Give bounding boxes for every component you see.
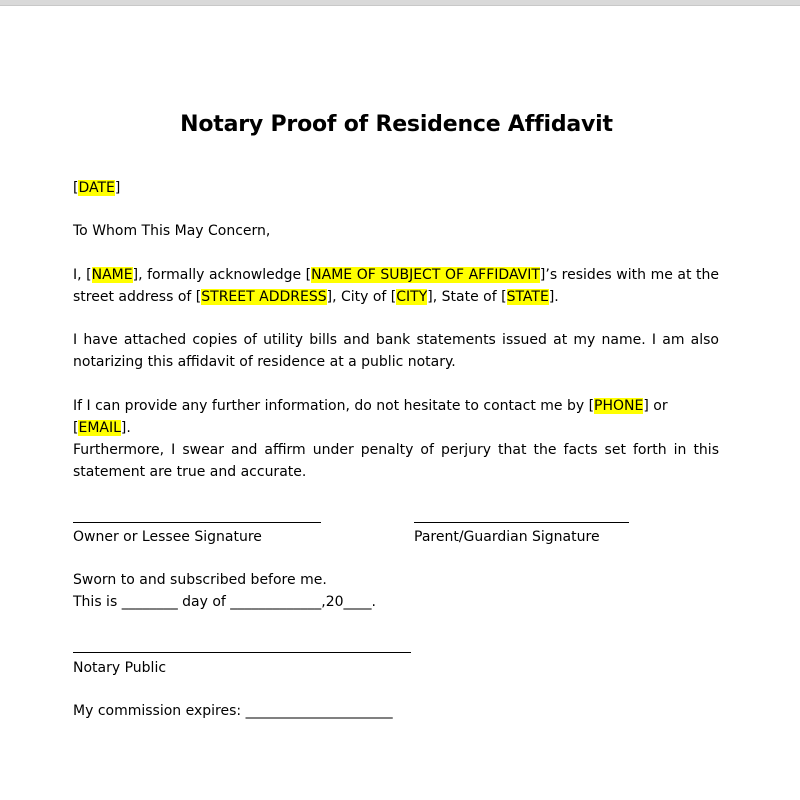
paragraph-acknowledgement: I, [NAME], formally acknowledge [NAME OF SUBJECT OF AFFIDAVIT]’s resides with me at the street address of [STREET ADDRESS], City of [CITY], State of [STATE]. (73, 267, 720, 305)
parent-signature-line[interactable] (414, 522, 629, 523)
paragraph-attachments: I have attached copies of utility bills and bank statements issued at my name. I am also notarizing this affidavit of residence at a public notary. (73, 332, 719, 370)
phone-placeholder[interactable]: PHONE (594, 398, 644, 414)
document-title: Notary Proof of Residence Affidavit (180, 112, 613, 137)
sworn-statement: Sworn to and subscribed before me. (73, 572, 327, 588)
parent-signature-label: Parent/Guardian Signature (414, 529, 600, 545)
sworn-date-line[interactable]: This is ________ day of _____________,20____. (73, 594, 377, 610)
document-page (0, 6, 800, 800)
commission-expires-label: My commission expires: (73, 703, 246, 719)
owner-signature-line[interactable] (73, 522, 321, 523)
commission-expires (73, 700, 393, 722)
salutation: To Whom This May Concern, (73, 223, 271, 239)
date-line: [DATE] (73, 180, 121, 196)
notary-signature-line[interactable] (73, 652, 411, 653)
notary-public-label: Notary Public (73, 660, 167, 676)
state-placeholder[interactable]: STATE (506, 289, 549, 305)
name-placeholder[interactable]: NAME (91, 267, 133, 283)
commission-expires-blank[interactable]: _____________________ (245, 703, 393, 719)
street-address-placeholder[interactable]: STREET ADDRESS (201, 289, 327, 305)
paragraph-oath: Furthermore, I swear and affirm under penalty of perjury that the facts set forth in this statement are true and accurate. (73, 442, 719, 480)
city-placeholder[interactable]: CITY (396, 289, 428, 305)
owner-signature-label: Owner or Lessee Signature (73, 529, 262, 545)
subject-placeholder[interactable]: NAME OF SUBJECT OF AFFIDAVIT (311, 267, 540, 283)
email-placeholder[interactable]: EMAIL (78, 420, 121, 436)
date-placeholder[interactable]: DATE (78, 180, 115, 196)
paragraph-contact: If I can provide any further information, do not hesitate to contact me by [PHONE] or [EMAIL]. (73, 398, 668, 436)
